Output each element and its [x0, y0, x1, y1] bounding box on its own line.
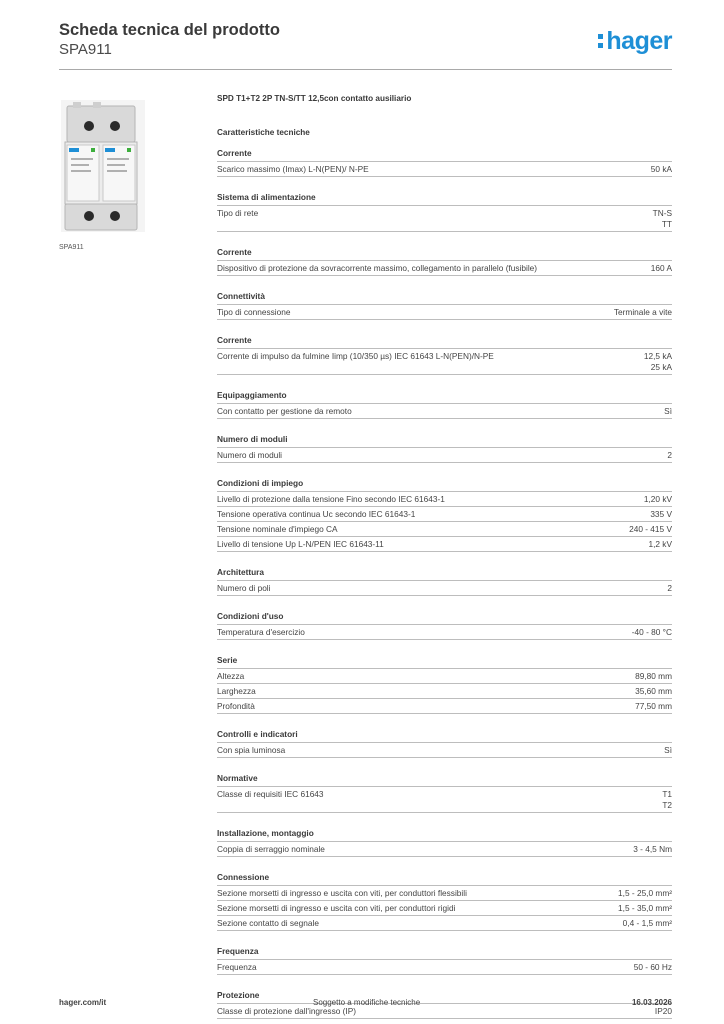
characteristics-title: Caratteristiche tecniche [217, 128, 310, 137]
logo-text: hager [606, 27, 672, 55]
spec-section [217, 428, 672, 463]
section-title: Corrente [217, 329, 672, 349]
section-title: Condizioni d'uso [217, 605, 672, 625]
spec-value: 2 [667, 583, 672, 593]
spec-row [217, 699, 672, 714]
section-title: Condizioni di impiego [217, 472, 672, 492]
section-title: Architettura [217, 561, 672, 581]
spec-value: 89,80 mm [635, 671, 672, 681]
spec-row [217, 901, 672, 916]
spec-value: 335 V [650, 509, 672, 519]
spec-value: 77,50 mm [635, 701, 672, 711]
spec-section [217, 649, 672, 714]
spec-section [217, 822, 672, 857]
section-title: Sistema di alimentazione [217, 186, 672, 206]
spec-row [217, 669, 672, 684]
section-title: Installazione, montaggio [217, 822, 672, 842]
spec-row [217, 842, 672, 857]
spec-section [217, 142, 672, 177]
spec-label: Altezza [217, 671, 245, 681]
spec-value: 0,4 - 1,5 mm² [622, 918, 672, 928]
page-title: Scheda tecnica del prodotto [59, 21, 280, 39]
spec-value: TN-S TT [652, 208, 672, 229]
spec-label: Con spia luminosa [217, 745, 286, 755]
spec-value: IP20 [654, 1006, 672, 1016]
spec-value: Sì [664, 406, 672, 416]
spec-value: Terminale a vite [613, 307, 672, 317]
spec-value: 160 A [650, 263, 672, 273]
spec-value: 2 [667, 450, 672, 460]
spec-label: Sezione contatto di segnale [217, 918, 319, 928]
spec-label: Tensione operativa continua Uc secondo IEC 61643-1 [217, 509, 416, 519]
section-title: Connettività [217, 285, 672, 305]
spec-value: 1,2 kV [648, 539, 672, 549]
footer-note: Soggetto a modifiche tecniche [313, 998, 421, 1007]
product-image-label: SPA911 [59, 244, 84, 251]
spec-value: 1,5 - 35,0 mm² [618, 903, 672, 913]
spec-row [217, 581, 672, 596]
spec-row [217, 787, 672, 813]
spec-value: 12,5 kA 25 kA [643, 351, 672, 372]
spec-section [217, 866, 672, 931]
spec-label: Sezione morsetti di ingresso e uscita con viti, per conduttori rigidi [217, 903, 456, 913]
spec-value: 1,5 - 25,0 mm² [618, 888, 672, 898]
spec-label: Tipo di connessione [217, 307, 291, 317]
spec-section [217, 723, 672, 758]
spec-row [217, 162, 672, 177]
spec-label: Scarico massimo (Imax) L-N(PEN)/ N-PE [217, 164, 369, 174]
spec-row [217, 625, 672, 640]
hager-logo [598, 26, 672, 56]
footer-date: 16.03.2026 [631, 998, 672, 1007]
spec-section [217, 472, 672, 552]
header-divider [59, 69, 672, 70]
spec-label: Coppia di serraggio nominale [217, 844, 325, 854]
spec-section [217, 984, 672, 1019]
spec-label: Numero di poli [217, 583, 271, 593]
page-header [59, 20, 672, 68]
spec-row [217, 492, 672, 507]
spec-row [217, 349, 672, 375]
spec-row [217, 507, 672, 522]
spec-label: Classe di requisiti IEC 61643 [217, 789, 324, 799]
spec-label: Livello di tensione Up L-N/PEN IEC 61643-11 [217, 539, 384, 549]
spec-label: Temperatura d'esercizio [217, 627, 305, 637]
product-code: SPA911 [59, 41, 112, 58]
spec-section [217, 940, 672, 975]
footer-website[interactable]: hager.com/it [59, 998, 107, 1007]
spec-value: 1,20 kV [643, 494, 672, 504]
spec-label: Corrente di impulso da fulmine Iimp (10/350 µs) IEC 61643 L-N(PEN)/N-PE [217, 351, 494, 361]
spec-sections [217, 142, 672, 1019]
section-title: Protezione [217, 984, 672, 1004]
spec-value: 240 - 415 V [629, 524, 672, 534]
spec-value: 50 kA [650, 164, 672, 174]
spec-row [217, 206, 672, 232]
spec-section [217, 561, 672, 596]
spec-row [217, 916, 672, 931]
section-title: Serie [217, 649, 672, 669]
spec-row [217, 305, 672, 320]
spec-section [217, 384, 672, 419]
spec-label: Numero di moduli [217, 450, 283, 460]
spec-value: T1 T2 [662, 789, 672, 810]
spec-label: Frequenza [217, 962, 257, 972]
section-title: Numero di moduli [217, 428, 672, 448]
spec-label: Profondità [217, 701, 255, 711]
spec-label: Dispositivo di protezione da sovracorrente massimo, collegamento in parallelo (fusibile) [217, 263, 538, 273]
logo-colon-icon [598, 26, 604, 56]
spec-row [217, 684, 672, 699]
spec-row [217, 261, 672, 276]
spec-label: Livello di protezione dalla tensione Fino secondo IEC 61643-1 [217, 494, 445, 504]
spec-value: -40 - 80 °C [631, 627, 672, 637]
spec-value: 3 - 4,5 Nm [633, 844, 672, 854]
section-title: Connessione [217, 866, 672, 886]
spec-row [217, 404, 672, 419]
section-title: Controlli e indicatori [217, 723, 672, 743]
section-title: Corrente [217, 241, 672, 261]
spec-section [217, 186, 672, 232]
spec-row [217, 886, 672, 901]
spec-section [217, 605, 672, 640]
spec-section [217, 241, 672, 276]
section-title: Frequenza [217, 940, 672, 960]
section-title: Corrente [217, 142, 672, 162]
spec-content [217, 94, 672, 1019]
section-title: Equipaggiamento [217, 384, 672, 404]
spec-label: Sezione morsetti di ingresso e uscita con viti, per conduttori flessibili [217, 888, 467, 898]
spec-value: 50 - 60 Hz [633, 962, 672, 972]
spec-row [217, 537, 672, 552]
spec-row [217, 743, 672, 758]
spec-label: Con contatto per gestione da remoto [217, 406, 352, 416]
spec-value: Sì [664, 745, 672, 755]
product-name: SPD T1+T2 2P TN-S/TT 12,5con contatto ausiliario [217, 94, 412, 103]
section-title: Normative [217, 767, 672, 787]
spec-row [217, 1004, 672, 1019]
spec-section [217, 767, 672, 813]
spec-row [217, 448, 672, 463]
spec-label: Classe di protezione dall'ingresso (IP) [217, 1006, 357, 1016]
spec-section [217, 285, 672, 320]
spec-label: Tensione nominale d'impiego CA [217, 524, 338, 534]
product-image [59, 98, 147, 234]
spec-value: 35,60 mm [635, 686, 672, 696]
spec-section [217, 329, 672, 375]
spec-label: Tipo di rete [217, 208, 259, 218]
spec-row [217, 522, 672, 537]
spec-row [217, 960, 672, 975]
spec-label: Larghezza [217, 686, 256, 696]
